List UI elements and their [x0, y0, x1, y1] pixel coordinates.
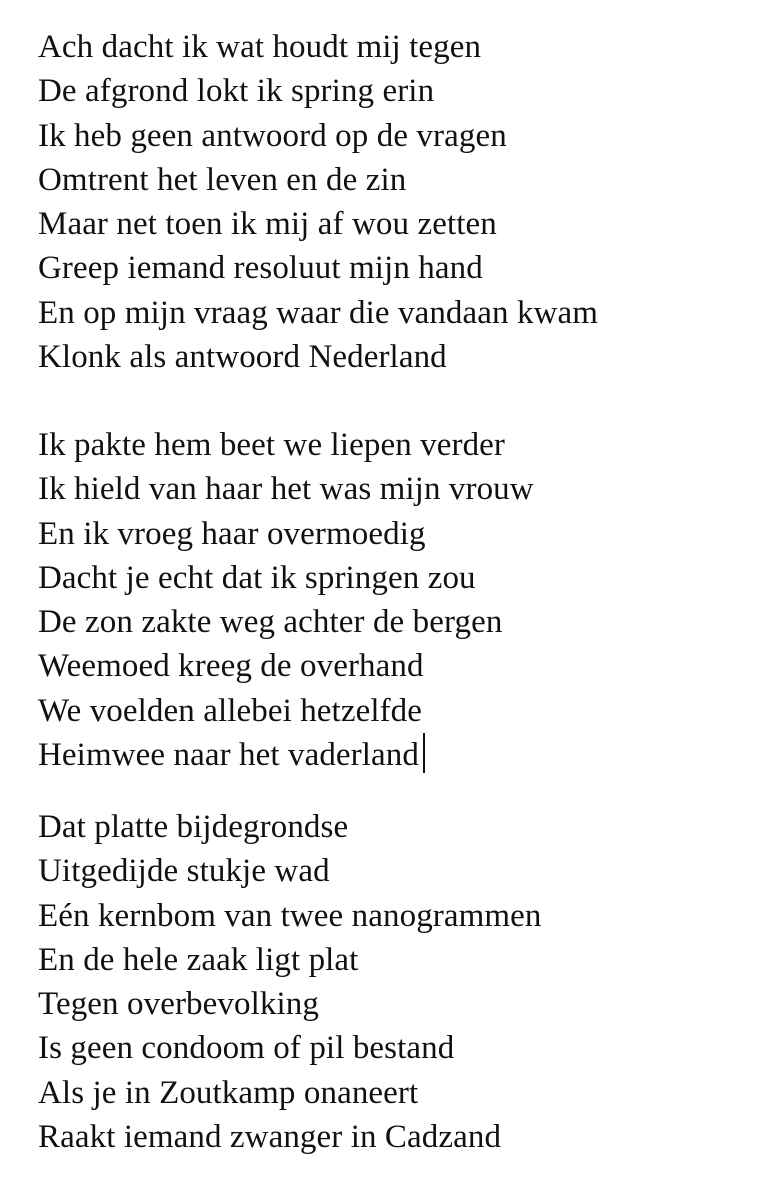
- poem-line: Uitgedijde stukje wad: [38, 853, 330, 890]
- poem-line-text: Heimwee naar het vaderland: [38, 737, 419, 774]
- poem-line: Klonk als antwoord Nederland: [38, 339, 447, 376]
- poem-line: En de hele zaak ligt plat: [38, 941, 359, 978]
- poem-line: We voelden allebei hetzelfde: [38, 692, 423, 729]
- poem-line: En op mijn vraag waar die vandaan kwam: [38, 294, 599, 331]
- poem-line: Ach dacht ik wat houdt mij tegen: [38, 29, 482, 65]
- poem-line: Tegen overbevolking: [38, 986, 319, 1023]
- poem-line: Greep iemand resoluut mijn hand: [38, 250, 483, 287]
- poem-line: Ik hield van haar het was mijn vrouw: [38, 471, 534, 508]
- poem-line: Dat platte bijdegrondse: [38, 809, 349, 845]
- poem-line: Als je in Zoutkamp onaneert: [38, 1074, 419, 1111]
- poem-line: Weemoed kreeg de overhand: [38, 648, 424, 685]
- poem-line: De afgrond lokt ik spring erin: [38, 73, 435, 110]
- poem-line: Dacht je echt dat ik springen zou: [38, 559, 476, 596]
- stanza-2: [38, 423, 534, 777]
- stanza-3: [38, 805, 542, 1159]
- poem-line: Raakt iemand zwanger in Cadzand: [38, 1119, 502, 1156]
- poem-line-with-cursor: [38, 733, 534, 777]
- poem-line: Ik heb geen antwoord op de vragen: [38, 117, 507, 154]
- poem-line: Eén kernbom van twee nanogrammen: [38, 897, 542, 934]
- poem-line: En ik vroeg haar overmoedig: [38, 515, 426, 552]
- poem-line: Is geen condoom of pil bestand: [38, 1030, 455, 1067]
- poem-line: Ik pakte hem beet we liepen verder: [38, 427, 506, 463]
- poem-line: Maar net toen ik mij af wou zetten: [38, 206, 497, 243]
- stanza-1: [38, 25, 598, 379]
- poem-line: Omtrent het leven en de zin: [38, 161, 407, 198]
- text-cursor: [423, 733, 425, 773]
- poem-line: De zon zakte weg achter de bergen: [38, 604, 503, 641]
